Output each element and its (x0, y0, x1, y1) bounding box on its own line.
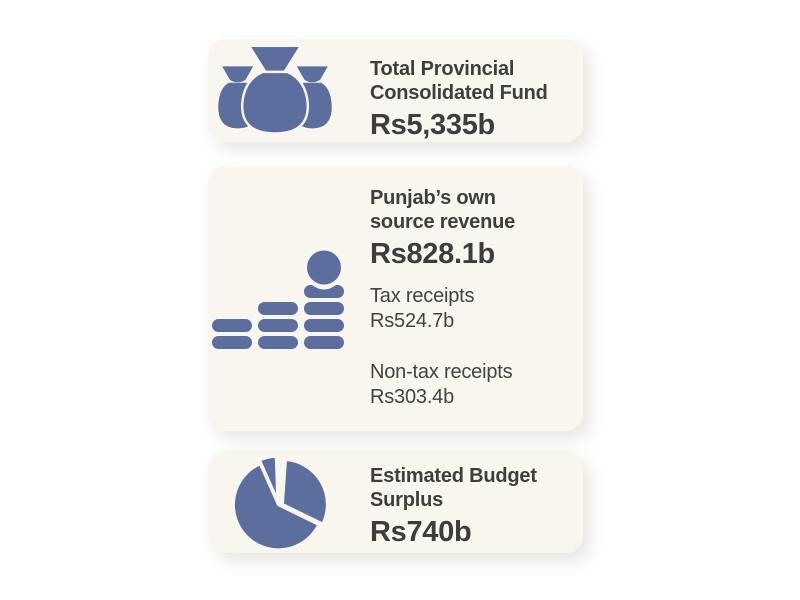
title-line: source revenue (370, 211, 516, 233)
card-budget-surplus (208, 451, 583, 553)
card-text-own-source (370, 186, 575, 410)
title-line: Total Provincial (370, 58, 515, 80)
total-fund-value: Rs5,335b (370, 109, 495, 141)
non-tax-receipts-value: Rs303.4b (370, 386, 455, 408)
card-text-total-fund (370, 57, 575, 141)
title-line: Surplus (370, 489, 444, 511)
non-tax-receipts-label: Non-tax receipts (370, 361, 513, 383)
money-bags-icon (214, 45, 336, 139)
title-line: Consolidated Fund (370, 82, 548, 104)
tax-receipts-value: Rs524.7b (370, 310, 455, 332)
card-title (370, 464, 575, 512)
tax-receipts-item (370, 284, 575, 334)
title-line: Punjab’s own (370, 187, 496, 209)
title-line: Estimated Budget (370, 465, 537, 487)
own-source-value: Rs828.1b (370, 238, 495, 270)
coin-stacks-icon (212, 252, 344, 352)
card-text-surplus (370, 464, 575, 548)
surplus-value: Rs740b (370, 516, 472, 548)
tax-receipts-label: Tax receipts (370, 285, 475, 307)
non-tax-receipts-item (370, 360, 575, 410)
card-own-source-revenue (208, 166, 583, 431)
card-total-consolidated-fund (208, 39, 583, 142)
card-title (370, 186, 575, 234)
pie-chart-icon (230, 454, 330, 554)
card-title (370, 57, 575, 105)
